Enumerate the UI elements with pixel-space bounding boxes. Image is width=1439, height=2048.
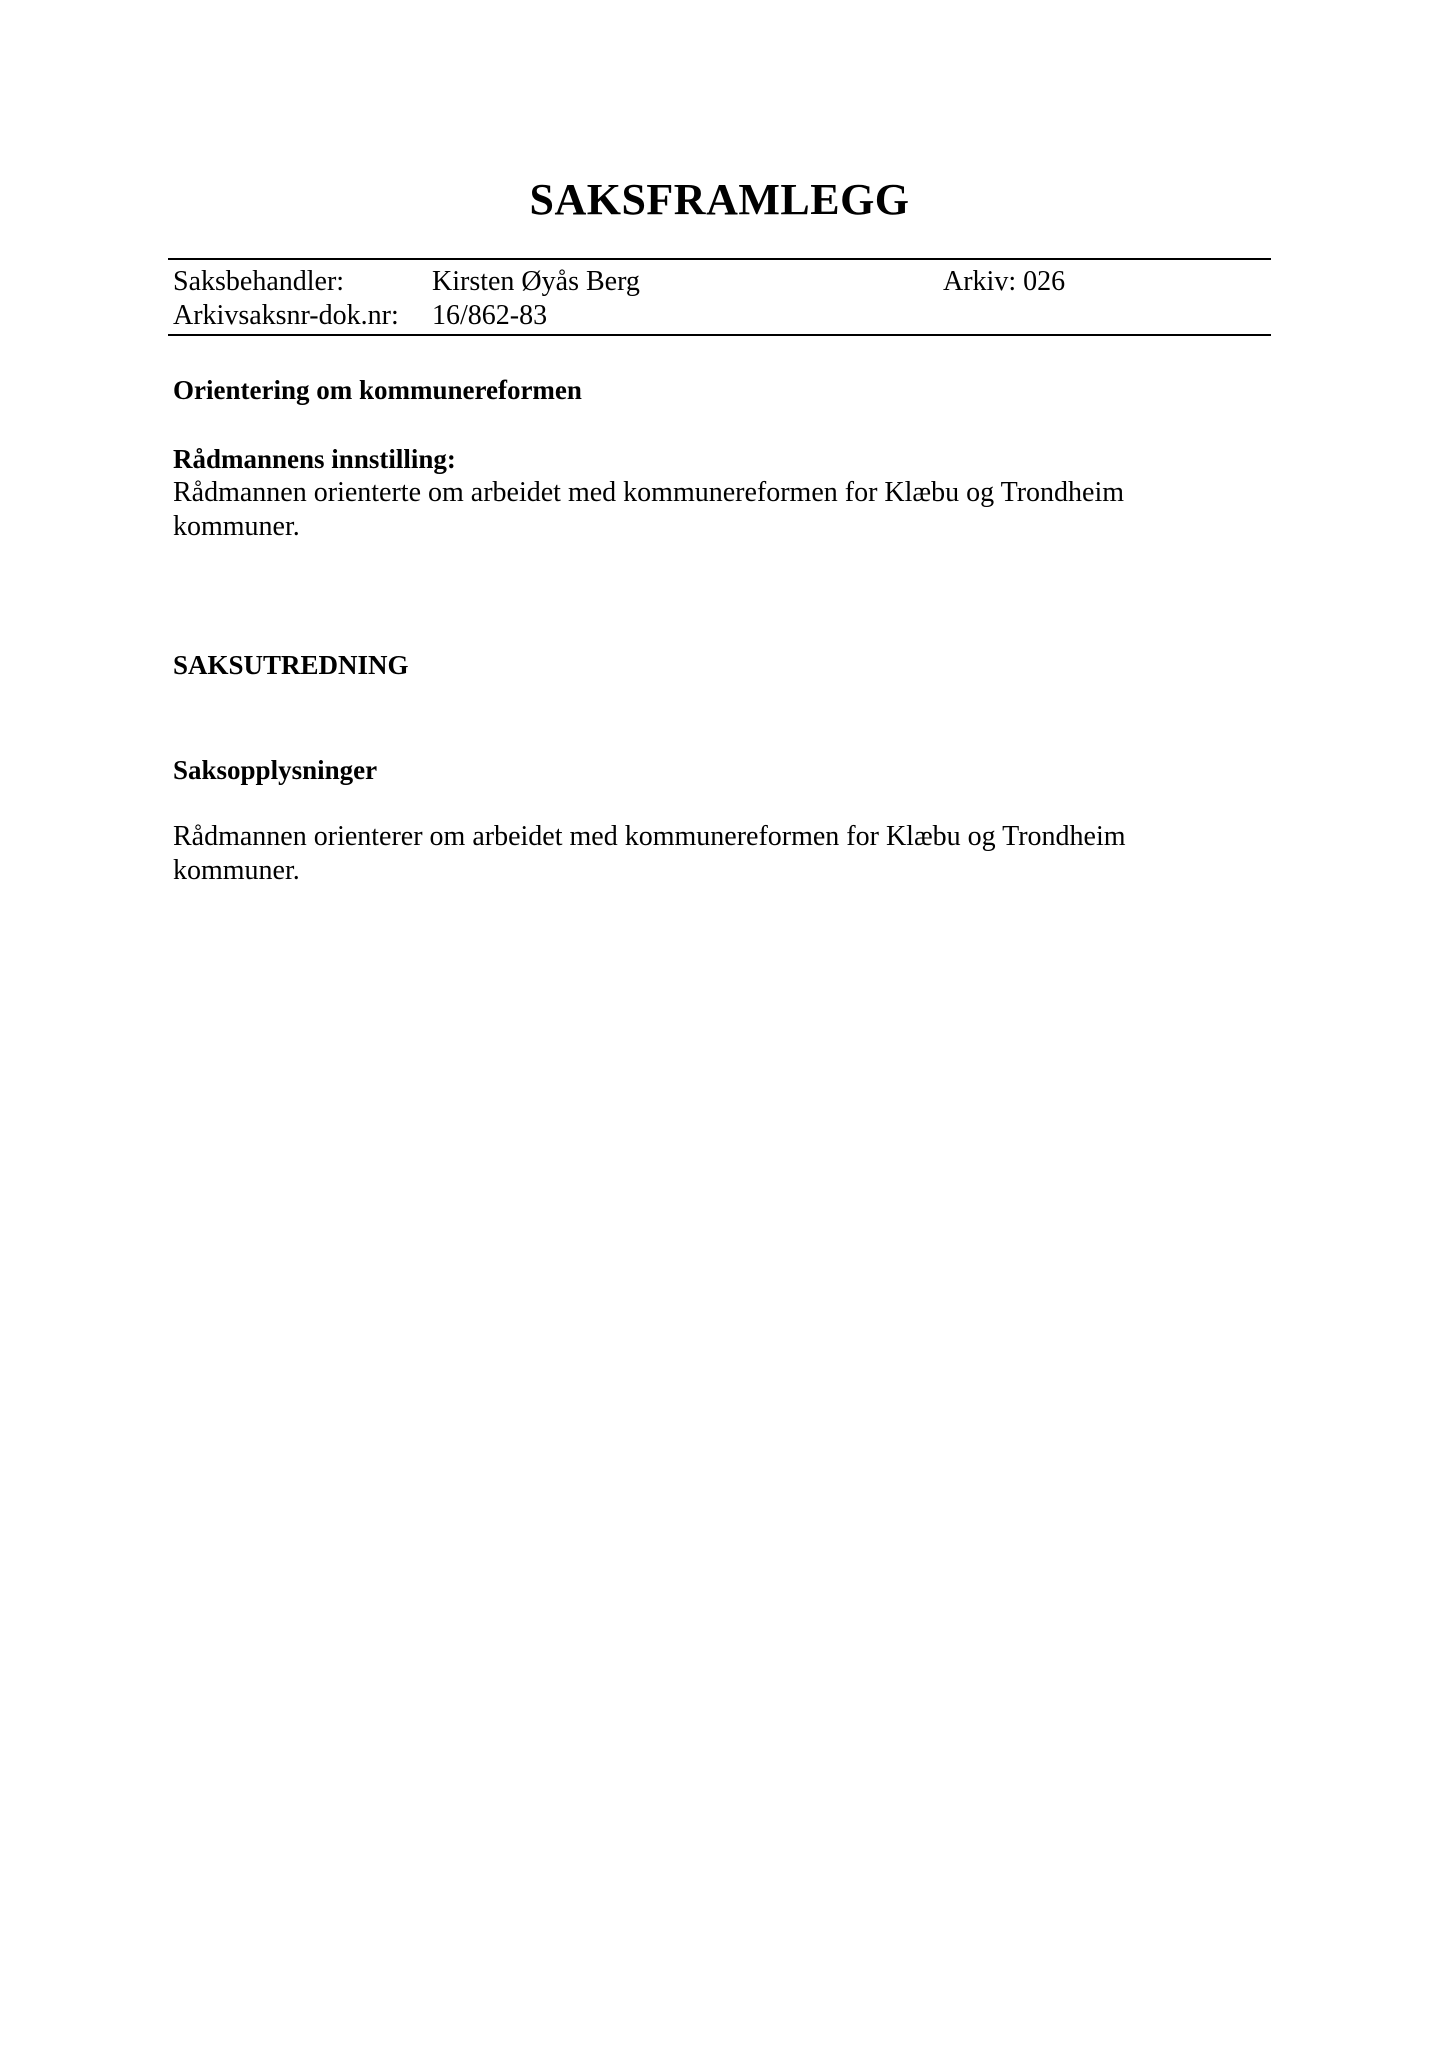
saksbehandler-label: Saksbehandler: bbox=[173, 266, 345, 297]
arkivsaksnr-label: Arkivsaksnr-dok.nr: bbox=[173, 300, 399, 331]
saksopplysninger-text: Rådmannen orienterer om arbeidet med kommunereformen for Klæbu og Trondheim kommuner. bbox=[173, 821, 1126, 886]
header-rule-top bbox=[168, 258, 1271, 260]
arkivsaksnr-value: 16/862-83 bbox=[432, 300, 548, 331]
saksbehandler-value: Kirsten Øyås Berg bbox=[432, 266, 640, 297]
innstilling-text: Rådmannen orienterte om arbeidet med kommunereformen for Klæbu og Trondheim kommuner. bbox=[173, 477, 1125, 542]
saksopplysninger-heading: Saksopplysninger bbox=[173, 755, 378, 785]
innstilling-heading: Rådmannens innstilling: bbox=[173, 444, 456, 474]
subject-heading: Orientering om kommunereformen bbox=[173, 375, 582, 405]
saksutredning-heading: SAKSUTREDNING bbox=[173, 650, 409, 680]
document-title: SAKSFRAMLEGG bbox=[529, 175, 910, 224]
arkiv-code: Arkiv: 026 bbox=[943, 266, 1066, 297]
header-rule-bottom bbox=[168, 334, 1271, 336]
